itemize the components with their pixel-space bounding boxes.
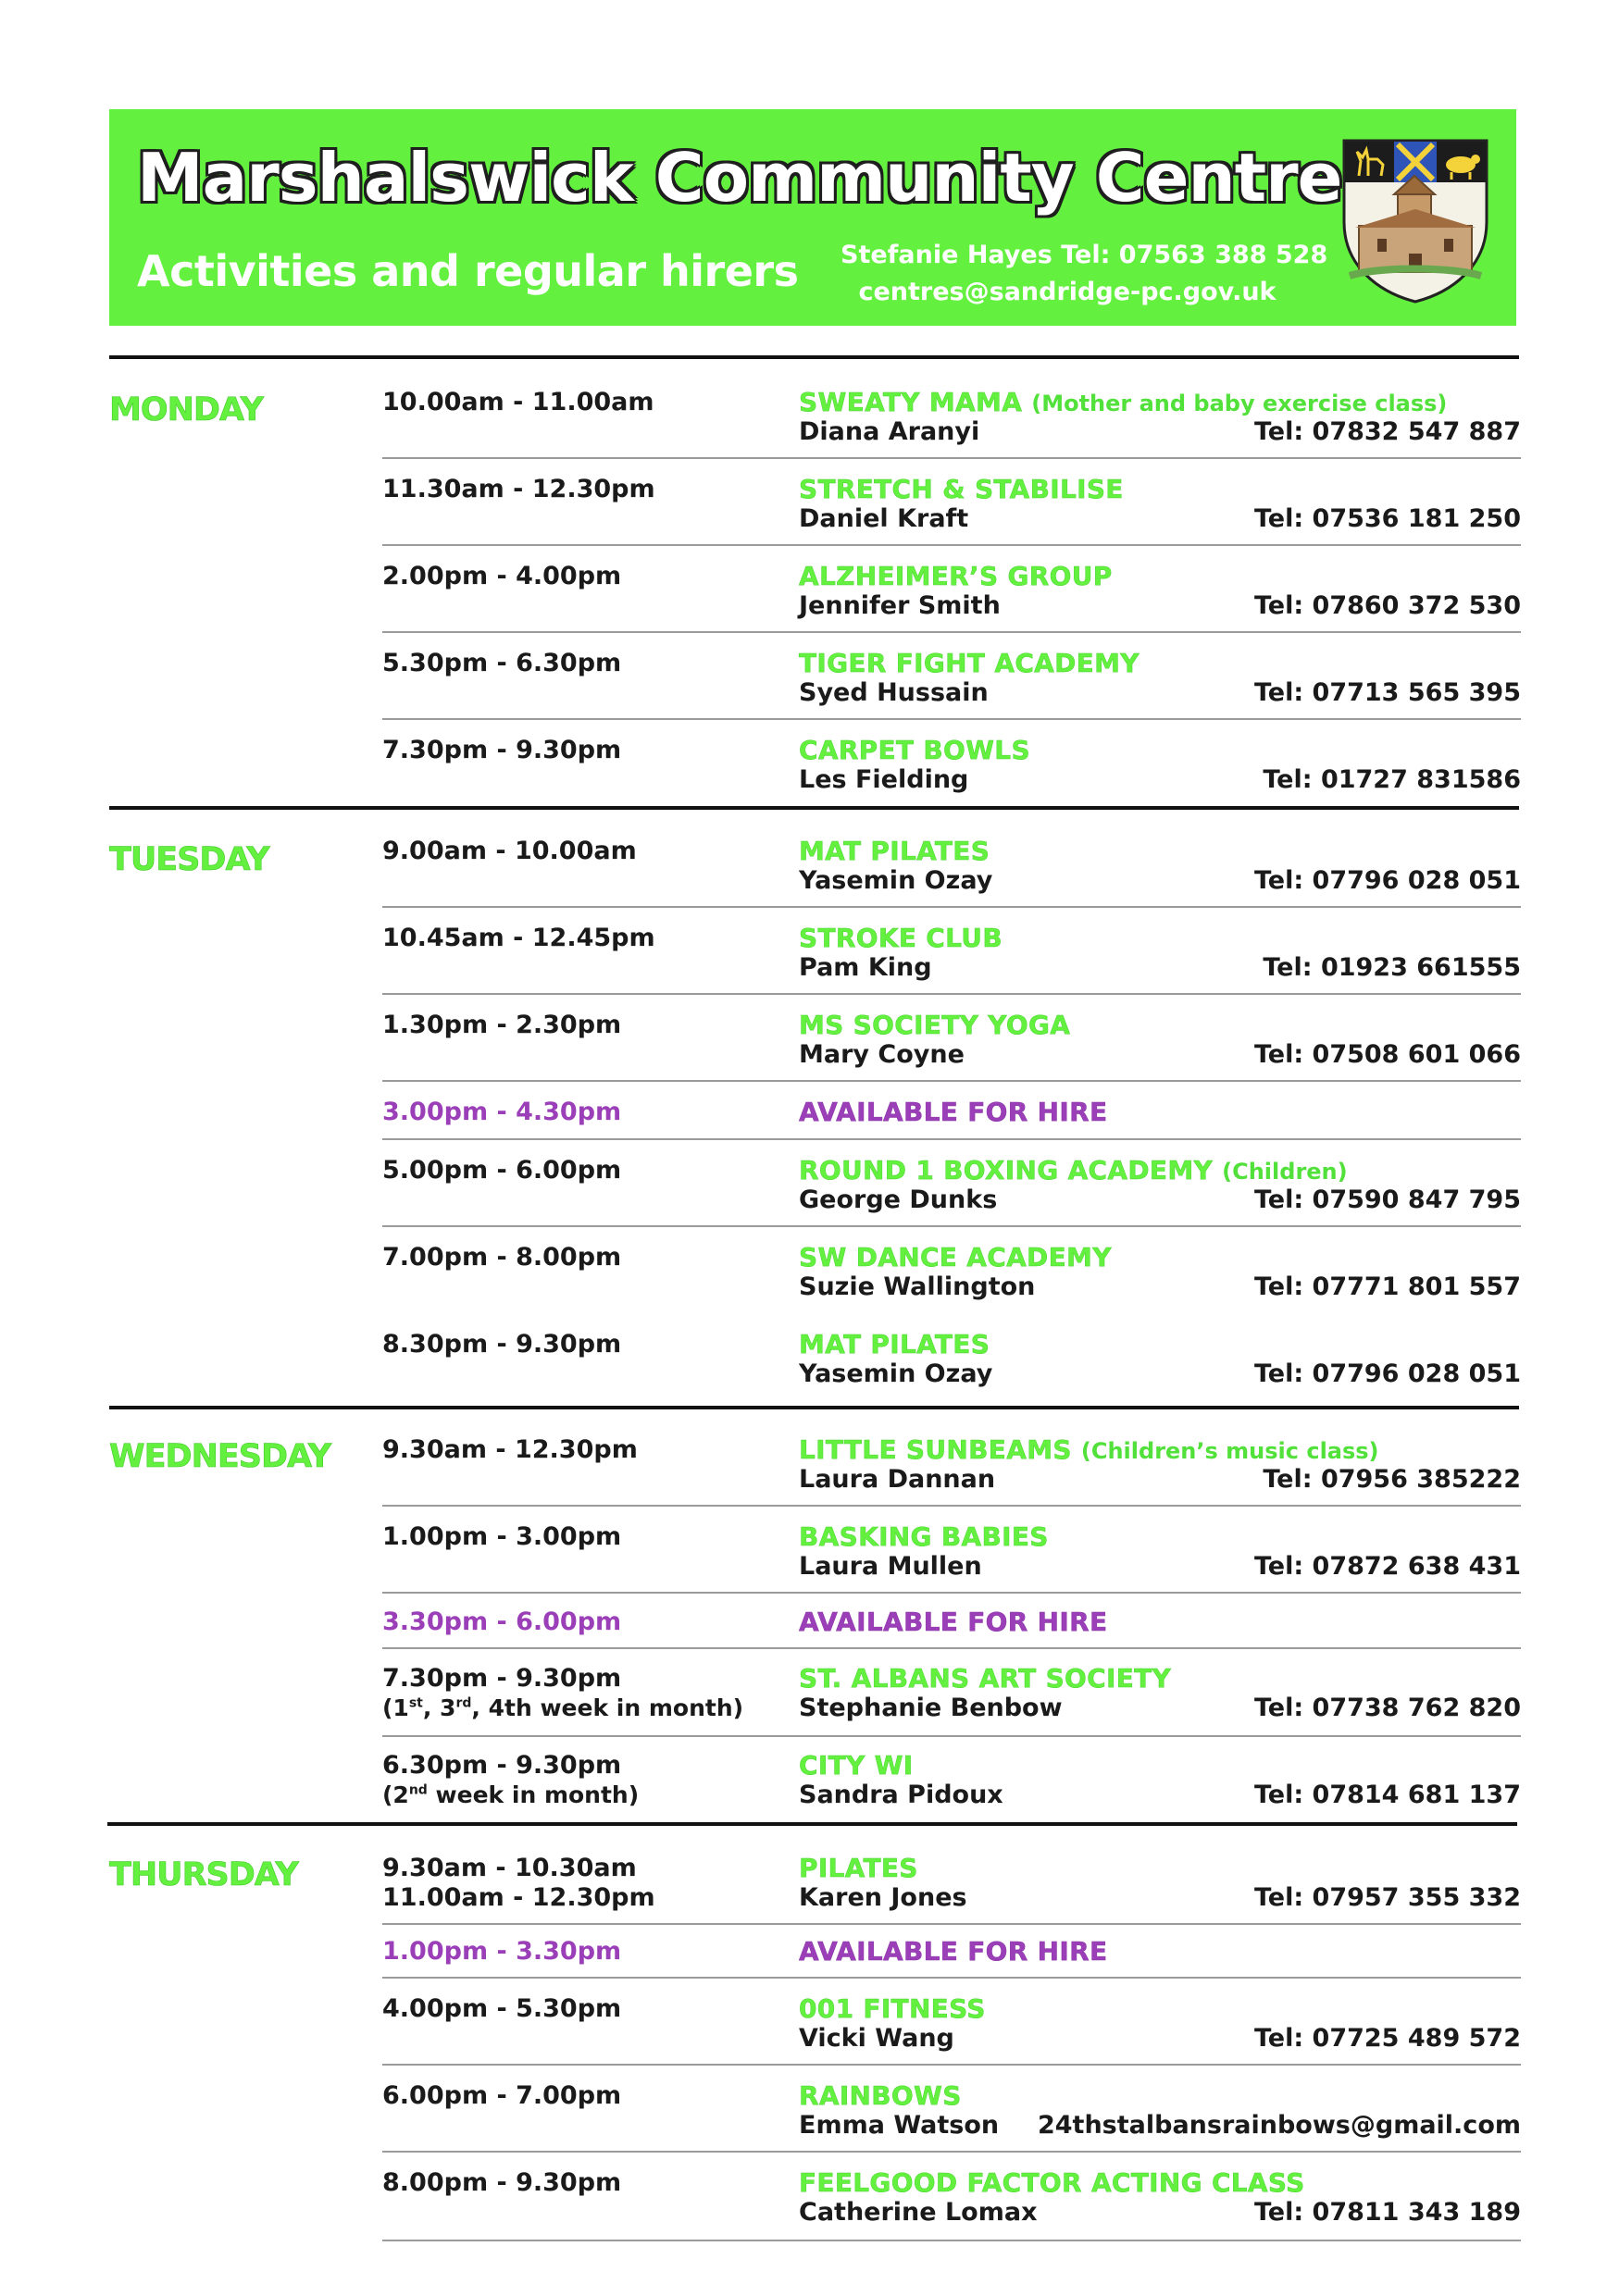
contact-person: Les Fielding — [799, 765, 969, 794]
contact-phone: Stefanie Hayes Tel: 07563 388 528 — [841, 241, 1328, 269]
activity-name: RAINBOWS — [799, 2080, 962, 2111]
contact-person: Daniel Kraft — [799, 504, 969, 533]
contact-email[interactable]: centres@sandridge-pc.gov.uk — [858, 278, 1277, 306]
row-divider — [382, 993, 1521, 995]
monday-rule — [109, 355, 1519, 359]
header-banner — [109, 109, 1516, 326]
activity-name: FEELGOOD FACTOR ACTING CLASS — [799, 2167, 1305, 2198]
contact-person: Pam King — [799, 953, 932, 982]
note-part: (1 — [382, 1694, 409, 1721]
slot-time: 3.30pm - 6.00pm — [382, 1607, 622, 1636]
activity-name: TIGER FIGHT ACADEMY — [799, 648, 1140, 678]
activity-name: SW DANCE ACADEMY — [799, 1242, 1112, 1272]
parish-crest-logo — [1340, 137, 1490, 304]
ordinal-suffix: st — [408, 1695, 423, 1711]
contact-person: Suzie Wallington — [799, 1272, 1036, 1301]
slot-time: 8.30pm - 9.30pm — [382, 1330, 622, 1359]
contact-tel: Tel: 07508 601 066 — [1253, 1040, 1521, 1069]
slot-time-second: 11.00am - 12.30pm — [382, 1883, 655, 1912]
row-divider — [382, 718, 1521, 720]
row-divider — [382, 1735, 1521, 1737]
row-divider — [382, 1923, 1521, 1925]
activity-name: 001 FITNESS — [799, 1993, 986, 2024]
day-thursday: THURSDAY — [109, 1856, 298, 1893]
contact-tel: Tel: 07713 565 395 — [1253, 678, 1521, 707]
day-monday: MONDAY — [109, 391, 264, 428]
row-divider — [382, 1225, 1521, 1227]
row-divider — [382, 1505, 1521, 1507]
slot-time: 3.00pm - 4.30pm — [382, 1098, 622, 1126]
contact-email-link[interactable]: 24thstalbansrainbows@gmail.com — [1037, 2111, 1521, 2140]
slot-time: 1.30pm - 2.30pm — [382, 1011, 622, 1039]
slot-time: 7.30pm - 9.30pm — [382, 736, 622, 764]
note-part: week in month) — [427, 1781, 640, 1808]
slot-time: 9.30am - 12.30pm — [382, 1435, 638, 1464]
slot-time: 8.00pm - 9.30pm — [382, 2168, 622, 2197]
row-divider — [382, 2151, 1521, 2153]
contact-tel: Tel: 07832 547 887 — [1253, 417, 1521, 446]
contact-person: Laura Dannan — [799, 1465, 996, 1494]
row-divider — [382, 1592, 1521, 1594]
contact-person: George Dunks — [799, 1185, 998, 1214]
activity-name — [799, 387, 1447, 419]
contact-tel: Tel: 07796 028 051 — [1253, 1359, 1521, 1388]
contact-tel: Tel: 07738 762 820 — [1253, 1694, 1521, 1722]
contact-block — [841, 237, 1328, 311]
contact-person: Stephanie Benbow — [799, 1694, 1063, 1722]
contact-person: Syed Hussain — [799, 678, 989, 707]
contact-tel: Tel: 07957 355 332 — [1253, 1883, 1521, 1912]
slot-time: 9.00am - 10.00am — [382, 837, 637, 865]
contact-tel: Tel: 07814 681 137 — [1253, 1781, 1521, 1809]
contact-tel: Tel: 01727 831586 — [1263, 765, 1521, 794]
activity-name: MAT PILATES — [799, 1329, 990, 1359]
row-divider — [382, 1138, 1521, 1140]
contact-person: Vicki Wang — [799, 2024, 954, 2053]
contact-tel: Tel: 07590 847 795 — [1253, 1185, 1521, 1214]
tuesday-rule — [109, 806, 1519, 810]
slot-time: 6.00pm - 7.00pm — [382, 2081, 622, 2110]
activity-name: ST. ALBANS ART SOCIETY — [799, 1663, 1172, 1694]
row-divider — [382, 631, 1521, 633]
slot-time: 2.00pm - 4.00pm — [382, 562, 622, 590]
contact-tel: Tel: 07811 343 189 — [1253, 2198, 1521, 2227]
contact-person: Catherine Lomax — [799, 2198, 1038, 2227]
contact-tel: Tel: 07725 489 572 — [1253, 2024, 1521, 2053]
ordinal-suffix: nd — [408, 1782, 428, 1798]
available-for-hire: AVAILABLE FOR HIRE — [799, 1936, 1108, 1967]
contact-tel: Tel: 07956 385222 — [1263, 1465, 1521, 1494]
slot-time: 5.30pm - 6.30pm — [382, 649, 622, 677]
activity-name: STRETCH & STABILISE — [799, 474, 1124, 504]
contact-person: Diana Aranyi — [799, 417, 980, 446]
row-divider — [382, 906, 1521, 908]
contact-tel: Tel: 07860 372 530 — [1253, 591, 1521, 620]
activity-note: (Children’s music class) — [1080, 1438, 1379, 1464]
slot-time: 4.00pm - 5.30pm — [382, 1994, 622, 2023]
contact-person: Emma Watson — [799, 2111, 1000, 2140]
slot-time: 1.00pm - 3.00pm — [382, 1522, 622, 1551]
slot-time: 7.30pm - 9.30pm — [382, 1664, 622, 1693]
row-divider — [382, 1647, 1521, 1649]
page-subtitle: Activities and regular hirers — [137, 246, 799, 296]
slot-time: 1.00pm - 3.30pm — [382, 1937, 622, 1966]
page-title: Marshalswick Community Centre — [137, 139, 1342, 217]
contact-person: Sandra Pidoux — [799, 1781, 1003, 1809]
slot-time: 9.30am - 10.30am — [382, 1854, 637, 1882]
activity-name: CITY WI — [799, 1750, 914, 1781]
contact-person: Yasemin Ozay — [799, 1359, 993, 1388]
activity-title: ROUND 1 BOXING ACADEMY — [799, 1155, 1214, 1185]
activity-title: SWEATY MAMA — [799, 387, 1023, 417]
slot-time-note — [382, 1693, 743, 1723]
slot-time: 6.30pm - 9.30pm — [382, 1751, 622, 1780]
row-divider — [382, 1080, 1521, 1082]
available-for-hire: AVAILABLE FOR HIRE — [799, 1097, 1108, 1127]
activity-name: CARPET BOWLS — [799, 735, 1030, 765]
activity-name — [799, 1155, 1348, 1187]
note-part: , 4th week in month) — [471, 1694, 744, 1721]
activity-name: MAT PILATES — [799, 836, 990, 866]
contact-person: Karen Jones — [799, 1883, 967, 1912]
row-divider — [382, 2064, 1521, 2066]
slot-time: 7.00pm - 8.00pm — [382, 1243, 622, 1272]
activity-note: (Mother and baby exercise class) — [1031, 391, 1448, 416]
note-part: , 3 — [422, 1694, 456, 1721]
contact-tel: Tel: 07771 801 557 — [1253, 1272, 1521, 1301]
row-divider — [382, 2240, 1521, 2241]
ordinal-suffix: rd — [455, 1695, 472, 1711]
slot-time: 10.45am - 12.45pm — [382, 924, 655, 952]
slot-time-note — [382, 1780, 639, 1810]
day-tuesday: TUESDAY — [109, 841, 269, 878]
contact-tel: Tel: 01923 661555 — [1263, 953, 1521, 982]
row-divider — [382, 457, 1521, 459]
activity-name: BASKING BABIES — [799, 1521, 1049, 1552]
note-part: (2 — [382, 1781, 409, 1808]
activity-note: (Children) — [1222, 1159, 1348, 1185]
slot-time: 5.00pm - 6.00pm — [382, 1156, 622, 1185]
wednesday-rule — [109, 1406, 1519, 1409]
row-divider — [382, 544, 1521, 546]
slot-time: 11.30am - 12.30pm — [382, 475, 655, 503]
row-divider — [382, 1977, 1521, 1979]
thursday-rule — [107, 1822, 1517, 1826]
contact-person: Jennifer Smith — [799, 591, 1001, 620]
contact-tel: Tel: 07536 181 250 — [1253, 504, 1521, 533]
activity-title: LITTLE SUNBEAMS — [799, 1434, 1072, 1465]
contact-tel: Tel: 07796 028 051 — [1253, 866, 1521, 895]
contact-tel: Tel: 07872 638 431 — [1253, 1552, 1521, 1581]
activity-name — [799, 1434, 1379, 1467]
slot-time: 10.00am - 11.00am — [382, 388, 654, 416]
day-wednesday: WEDNESDAY — [109, 1438, 331, 1475]
contact-person: Yasemin Ozay — [799, 866, 993, 895]
activity-name: ALZHEIMER’S GROUP — [799, 561, 1113, 591]
contact-person: Laura Mullen — [799, 1552, 982, 1581]
available-for-hire: AVAILABLE FOR HIRE — [799, 1607, 1108, 1637]
contact-person: Mary Coyne — [799, 1040, 965, 1069]
activity-name: MS SOCIETY YOGA — [799, 1010, 1071, 1040]
activity-name: PILATES — [799, 1853, 918, 1883]
activity-name: STROKE CLUB — [799, 923, 1003, 953]
